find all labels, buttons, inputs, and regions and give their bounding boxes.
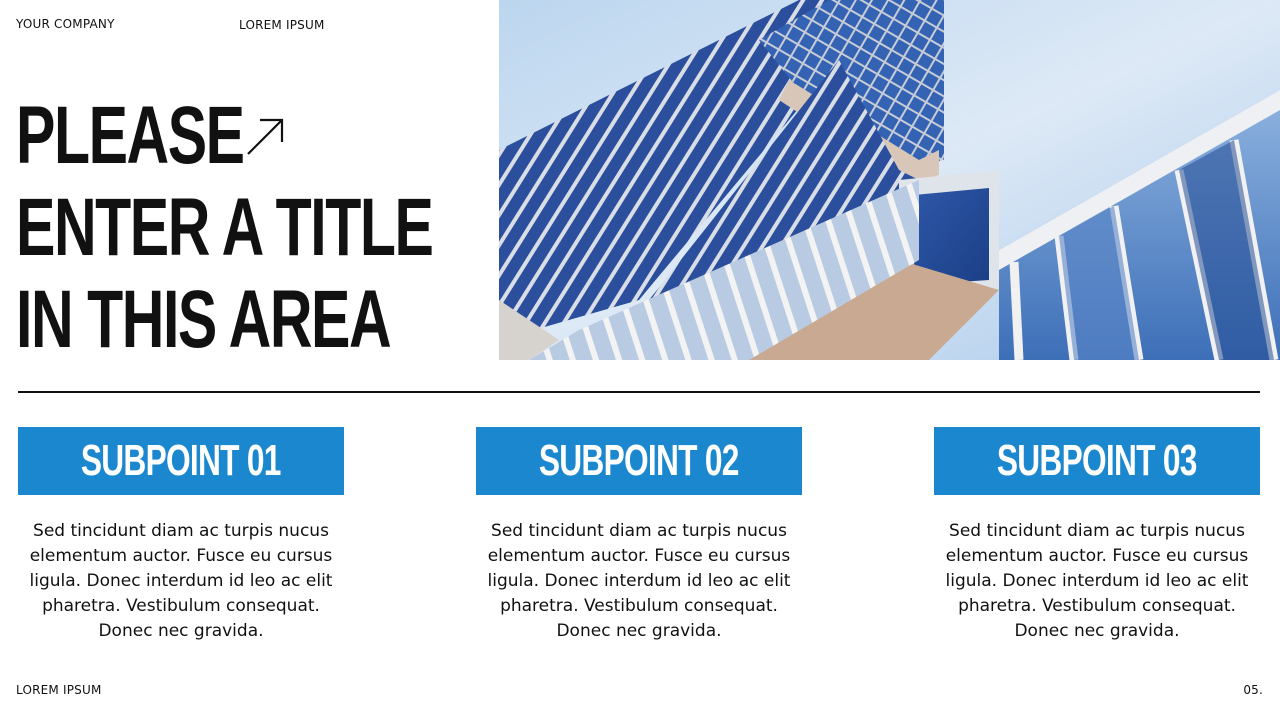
subpoint-title-1: SUBPOINT 01 [81,436,281,485]
building-photo [499,0,1280,360]
subpoint-body-3: Sed tincidunt diam ac turpis nucus elementum auctor. Fusce eu cursus ligula. Donec interdum id leo ac elit pharetra. Vestibulum consequat. Donec nec gravida. [945,521,1249,641]
company-name: YOUR COMPANY [16,17,115,31]
subpoint-title-2: SUBPOINT 02 [539,436,739,485]
subpoint-title-3: SUBPOINT 03 [997,436,1197,485]
arrow-up-right-icon [244,116,286,158]
subpoint-body-1: Sed tincidunt diam ac turpis nucus elementum auctor. Fusce eu cursus ligula. Donec interdum id leo ac elit pharetra. Vestibulum consequat. Donec nec gravida. [29,521,333,641]
subpoint-card-2 [476,427,802,644]
subpoint-body-2: Sed tincidunt diam ac turpis nucus elementum auctor. Fusce eu cursus ligula. Donec interdum id leo ac elit pharetra. Vestibulum consequat. Donec nec gravida. [487,521,791,641]
subpoint-header-1 [18,427,344,495]
footer-label: LOREM IPSUM [16,683,102,697]
subpoint-header-3 [934,427,1260,495]
subpoint-card-3 [934,427,1260,644]
title-line-3: IN THIS AREA [16,274,391,365]
header-center-label: LOREM IPSUM [239,18,325,32]
slide-title [16,90,433,366]
subpoint-card-1 [18,427,344,644]
divider [18,391,1260,393]
page-number: 05. [1243,683,1263,697]
title-line-2: ENTER A TITLE [16,182,433,273]
subpoint-header-2 [476,427,802,495]
title-line-1: PLEASE [16,90,244,181]
